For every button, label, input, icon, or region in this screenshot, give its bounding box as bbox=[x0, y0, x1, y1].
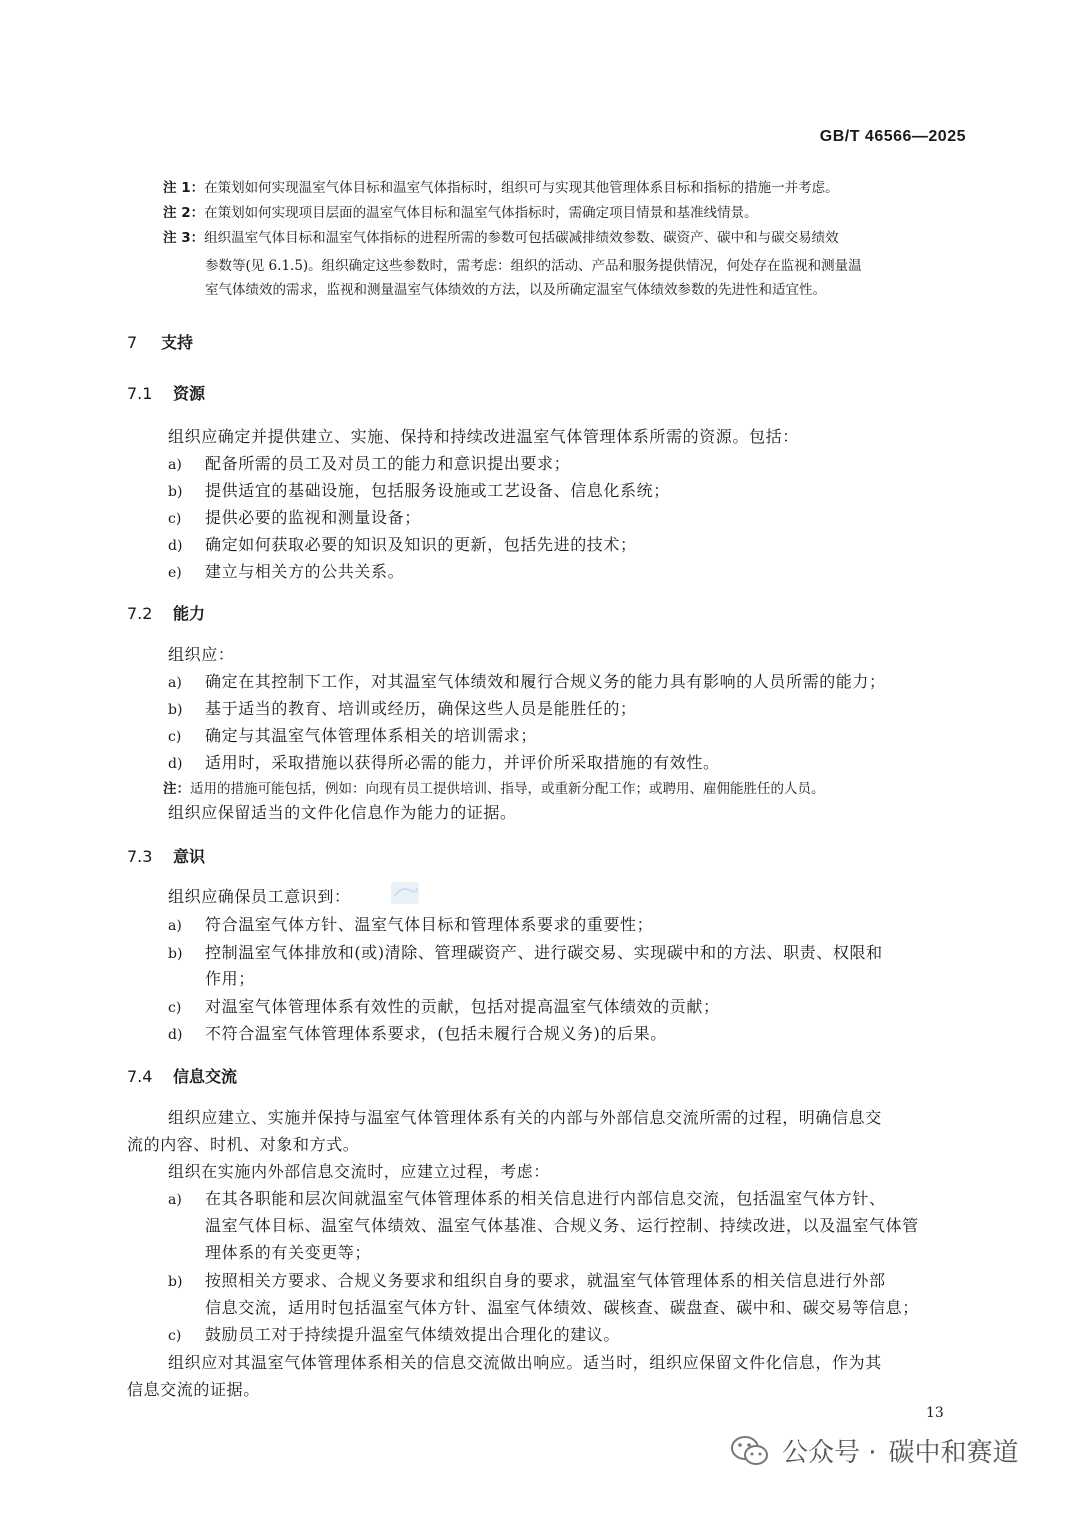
list-item bbox=[168, 940, 883, 963]
list-text-continued: 理体系的有关变更等； bbox=[205, 1243, 372, 1262]
list-marker: c) bbox=[168, 729, 182, 745]
list-item bbox=[168, 559, 404, 582]
list-marker: c) bbox=[168, 1000, 182, 1016]
list-item bbox=[168, 1021, 667, 1044]
list-marker: b) bbox=[168, 946, 183, 962]
list-item bbox=[168, 912, 653, 935]
note-7-2 bbox=[163, 777, 825, 797]
list-item bbox=[168, 994, 720, 1017]
paragraph-continued: 信息交流的证据。 bbox=[127, 1380, 260, 1399]
list-marker: b) bbox=[168, 1274, 183, 1290]
paragraph: 组织应建立、实施并保持与温室气体管理体系有关的内部与外部信息交流所需的过程，明确信息交 bbox=[168, 1108, 882, 1127]
note-1 bbox=[163, 176, 968, 200]
list-text-continued: 信息交流，适用时包括温室气体方针、温室气体绩效、碳核查、碳盘查、碳中和、碳交易等信息； bbox=[205, 1298, 919, 1317]
list-item bbox=[168, 669, 886, 692]
list-marker: d) bbox=[168, 756, 183, 772]
note-text: 组织温室气体目标和温室气体指标的进程所需的参数可包括碳减排绩效参数、碳资产、碳中和与碳交易绩效 bbox=[204, 230, 839, 246]
list-item bbox=[168, 1322, 620, 1345]
note-text: 在策划如何实现温室气体目标和温室气体指标时，组织可与实现其他管理体系目标和指标的措施一并考虑。 bbox=[204, 180, 839, 196]
note-label: 注 2： bbox=[163, 205, 205, 221]
list-text: 基于适当的教育、培训或经历，确保这些人员是能胜任的； bbox=[205, 699, 637, 718]
note-2 bbox=[163, 201, 968, 225]
note-label: 注： bbox=[163, 781, 190, 797]
paragraph: 组织应对其温室气体管理体系相关的信息交流做出响应。适当时，组织应保留文件化信息，作为其 bbox=[168, 1353, 882, 1372]
paragraph: 组织应保留适当的文件化信息作为能力的证据。 bbox=[168, 803, 517, 822]
subsection-number: 7.2 bbox=[127, 604, 153, 623]
note-label: 注 1： bbox=[163, 180, 205, 196]
list-text: 符合温室气体方针、温室气体目标和管理体系要求的重要性； bbox=[205, 915, 654, 934]
paragraph: 组织应确保员工意识到： bbox=[168, 887, 351, 906]
list-item bbox=[168, 696, 637, 719]
watermark bbox=[730, 1432, 1019, 1469]
list-marker: a) bbox=[168, 457, 182, 473]
subsection-title: 能力 bbox=[173, 604, 206, 623]
list-marker: c) bbox=[168, 511, 182, 527]
list-text: 配备所需的员工及对员工的能力和意识提出要求； bbox=[205, 454, 571, 473]
list-text: 鼓励员工对于持续提升温室气体绩效提出合理化的建议。 bbox=[205, 1325, 621, 1344]
subsection-heading-7-2 bbox=[127, 601, 205, 624]
list-text-continued: 温室气体目标、温室气体绩效、温室气体基准、合规义务、运行控制、持续改进，以及温室气体管 bbox=[205, 1216, 919, 1235]
section-number: 7 bbox=[127, 333, 138, 352]
wechat-icon bbox=[730, 1434, 770, 1468]
note-3-line-3: 室气体绩效的需求，监视和测量温室气体绩效的方法，以及所确定温室气体绩效参数的先进性和适宜性。 bbox=[205, 282, 826, 298]
section-title: 支持 bbox=[161, 333, 194, 352]
note-label: 注 3： bbox=[163, 230, 205, 246]
list-marker: a) bbox=[168, 918, 182, 934]
list-marker: d) bbox=[168, 1027, 183, 1043]
list-item bbox=[168, 1186, 886, 1209]
subsection-title: 资源 bbox=[173, 384, 206, 403]
list-text: 对温室气体管理体系有效性的贡献，包括对提高温室气体绩效的贡献； bbox=[205, 997, 720, 1016]
subsection-number: 7.1 bbox=[127, 384, 153, 403]
list-marker: d) bbox=[168, 538, 183, 554]
note-3 bbox=[163, 226, 968, 250]
note-text: 在策划如何实现项目层面的温室气体目标和温室气体指标时，需确定项目情景和基准线情景。 bbox=[204, 205, 758, 221]
list-text: 确定与其温室气体管理体系相关的培训需求； bbox=[205, 726, 538, 745]
note-3-line-2: 参数等(见 6.1.5)。组织确定这些参数时，需考虑：组织的活动、产品和服务提供情况，何处存在监视和测量温 bbox=[205, 258, 862, 274]
list-text: 适用时，采取措施以获得所必需的能力，并评价所采取措施的有效性。 bbox=[205, 753, 720, 772]
list-text: 建立与相关方的公共关系。 bbox=[205, 562, 405, 581]
section-heading-7 bbox=[127, 330, 193, 353]
list-marker: a) bbox=[168, 675, 182, 691]
standard-number: GB/T 46566—2025 bbox=[819, 128, 966, 145]
list-text: 在其各职能和层次间就温室气体管理体系的相关信息进行内部信息交流，包括温室气体方针、 bbox=[205, 1189, 886, 1208]
paragraph: 组织应： bbox=[168, 645, 235, 664]
list-item bbox=[168, 532, 637, 555]
watermark-name: 碳中和赛道 bbox=[888, 1438, 1019, 1468]
list-marker: e) bbox=[168, 565, 182, 581]
list-text: 按照相关方要求、合规义务要求和组织自身的要求，就温室气体管理体系的相关信息进行外部 bbox=[205, 1271, 886, 1290]
list-text: 确定如何获取必要的知识及知识的更新，包括先进的技术； bbox=[205, 535, 637, 554]
list-marker: b) bbox=[168, 484, 183, 500]
paragraph: 组织在实施内外部信息交流时，应建立过程，考虑： bbox=[168, 1162, 550, 1181]
page-number: 13 bbox=[926, 1405, 944, 1421]
list-text: 提供适宜的基础设施，包括服务设施或工艺设备、信息化系统； bbox=[205, 481, 670, 500]
subsection-heading-7-3 bbox=[127, 844, 205, 867]
list-item bbox=[168, 451, 570, 474]
subsection-title: 意识 bbox=[173, 847, 206, 866]
paragraph-continued: 流的内容、时机、对象和方式。 bbox=[127, 1135, 360, 1154]
subsection-heading-7-1 bbox=[127, 381, 205, 404]
faint-logo-icon bbox=[391, 882, 419, 904]
list-item bbox=[168, 723, 537, 746]
list-item bbox=[168, 750, 720, 773]
list-item bbox=[168, 1268, 886, 1291]
note-text: 适用的措施可能包括，例如：向现有员工提供培训、指导，或重新分配工作；或聘用、雇佣能胜任的人员。 bbox=[190, 781, 825, 797]
paragraph: 组织应确定并提供建立、实施、保持和持续改进温室气体管理体系所需的资源。包括： bbox=[168, 427, 799, 446]
list-text-continued: 作用； bbox=[205, 969, 255, 988]
list-text: 不符合温室气体管理体系要求，(包括未履行合规义务)的后果。 bbox=[205, 1024, 667, 1043]
list-marker: a) bbox=[168, 1192, 182, 1208]
list-text: 控制温室气体排放和(或)清除、管理碳资产、进行碳交易、实现碳中和的方法、职责、权限和 bbox=[205, 943, 883, 962]
list-item bbox=[168, 505, 421, 528]
subsection-number: 7.3 bbox=[127, 847, 153, 866]
list-item bbox=[168, 478, 670, 501]
subsection-title: 信息交流 bbox=[173, 1067, 238, 1086]
watermark-prefix: 公众号 · bbox=[782, 1438, 877, 1468]
subsection-number: 7.4 bbox=[127, 1067, 153, 1086]
list-text: 确定在其控制下工作，对其温室气体绩效和履行合规义务的能力具有影响的人员所需的能力； bbox=[205, 672, 886, 691]
list-text: 提供必要的监视和测量设备； bbox=[205, 508, 421, 527]
list-marker: b) bbox=[168, 702, 183, 718]
subsection-heading-7-4 bbox=[127, 1064, 237, 1087]
list-marker: c) bbox=[168, 1328, 182, 1344]
